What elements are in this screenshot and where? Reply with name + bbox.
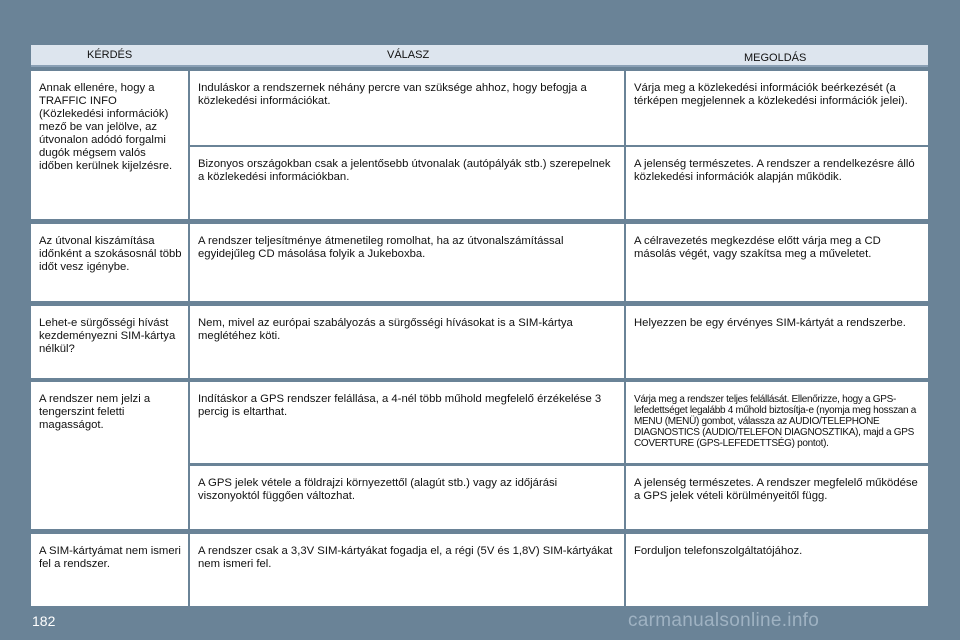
question-cell: A rendszer nem jelzi a tengerszint feletti magasságot. [31, 382, 188, 529]
page-number: 182 [32, 613, 56, 629]
answer-cell: A rendszer teljesítménye átmenetileg romolhat, ha az útvonalszámítással egyidejűleg CD másolása folyik a Jukeboxba. [190, 224, 624, 301]
answer-cell: Bizonyos országokban csak a jelentősebb útvonalak (autópályák stb.) szerepelnek a közlekedési információkban. [190, 147, 624, 219]
solution-cell: A jelenség természetes. A rendszer megfelelő működése a GPS jelek vételi körülményeitől függ. [626, 466, 928, 529]
answer-cell: A GPS jelek vétele a földrajzi környezettől (alagút stb.) vagy az időjárási viszonyoktól függően változhat. [190, 466, 624, 529]
question-cell: Az útvonal kiszámítása időnként a szokásosnál több időt vesz igénybe. [31, 224, 188, 301]
solution-cell: A célravezetés megkezdése előtt várja meg a CD másolás végét, vagy szakítsa meg a műveletet. [626, 224, 928, 301]
solution-cell: Helyezzen be egy érvényes SIM-kártyát a rendszerbe. [626, 306, 928, 378]
answer-cell: A rendszer csak a 3,3V SIM-kártyákat fogadja el, a régi (5V és 1,8V) SIM-kártyákat nem ismeri fel. [190, 534, 624, 606]
question-cell: A SIM-kártyámat nem ismeri fel a rendszer. [31, 534, 188, 606]
watermark: carmanualsonline.info [628, 610, 820, 631]
answer-cell: Induláskor a rendszernek néhány percre van szüksége ahhoz, hogy befogja a közlekedési információkat. [190, 71, 624, 145]
solution-cell: Várja meg a közlekedési információk beérkezését (a térképen megjelennek a közlekedési információk jelei). [626, 71, 928, 145]
answer-cell: Indításkor a GPS rendszer felállása, a 4-nél több műhold megfelelő érzékelése 3 percig is eltarthat. [190, 382, 624, 463]
question-cell: Annak ellenére, hogy a TRAFFIC INFO (Közlekedési információk) mező be van jelölve, az útvonalon adódó forgalmi dugók mégsem valós időben kerülnek kijelzésre. [31, 71, 188, 219]
question-cell: Lehet-e sürgősségi hívást kezdeményezni SIM-kártya nélkül? [31, 306, 188, 378]
answer-cell: Nem, mivel az európai szabályozás a sürgősségi hívásokat is a SIM-kártya meglétéhez köti. [190, 306, 624, 378]
header-question: KÉRDÉS [87, 49, 133, 61]
header-answer: VÁLASZ [387, 49, 430, 61]
header-solution: MEGOLDÁS [744, 52, 807, 64]
solution-cell: A jelenség természetes. A rendszer a rendelkezésre álló közlekedési információk alapján működik. [626, 147, 928, 219]
solution-cell: Várja meg a rendszer teljes felállását. Ellenőrizze, hogy a GPS-lefedettséget legalább 4 műhold biztosítja-e (nyomja meg hosszan a MENU (MENÜ) gombot, válassza az AUDIO/TELEPHONE DIAGNOSTICS (AUDIO/TELEFON DIAGNOSZTIKA), majd a GPS COVERTURE (GPS-LEFEDETTSÉG) pontot). [626, 382, 928, 463]
solution-cell: Forduljon telefonszolgáltatójához. [626, 534, 928, 606]
table-header [31, 45, 928, 67]
